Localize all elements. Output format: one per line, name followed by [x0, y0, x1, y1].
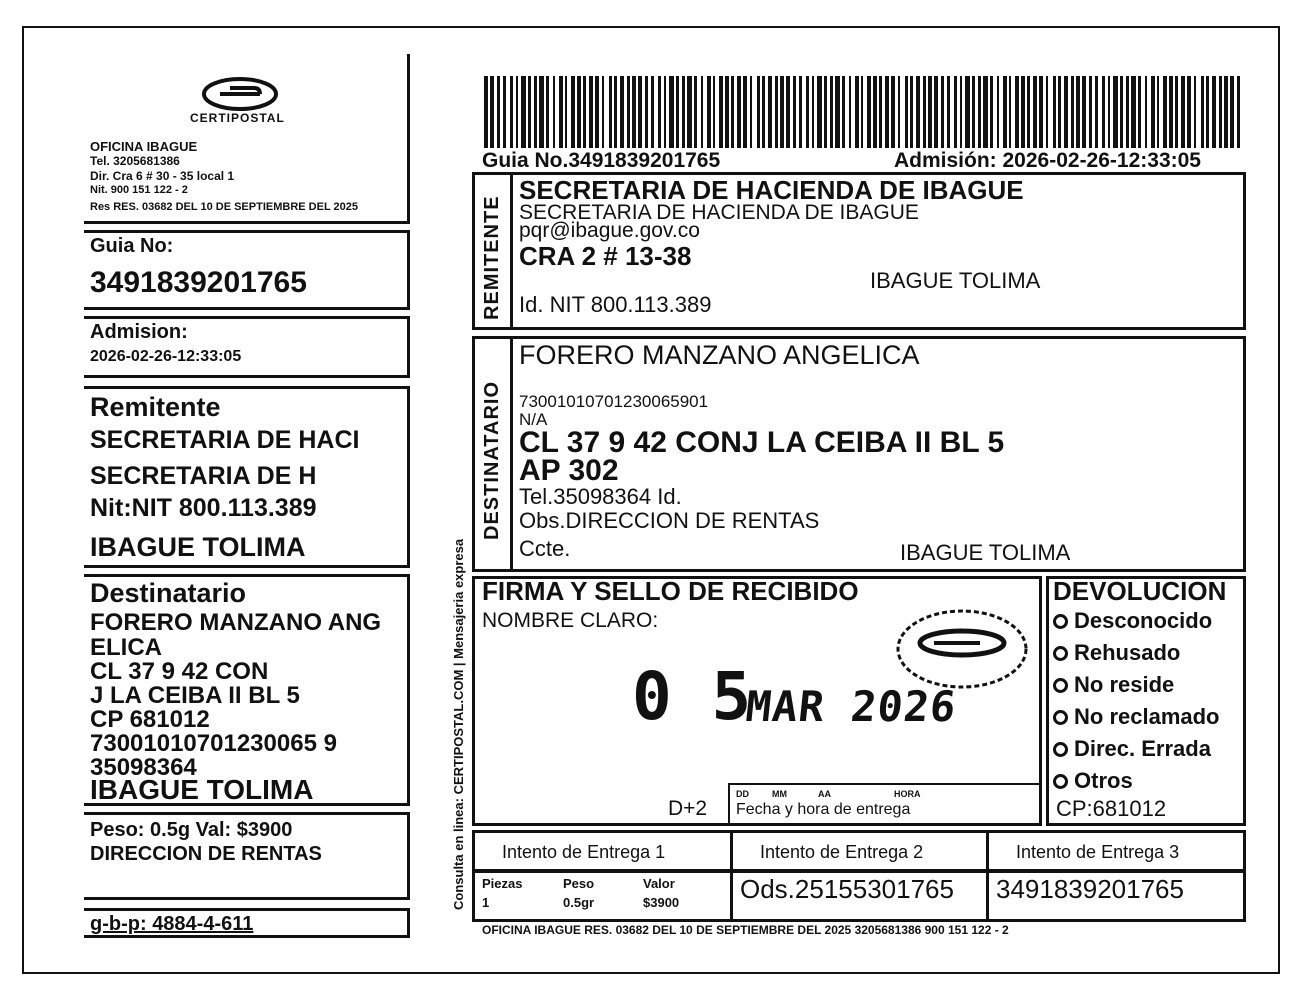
remitente-city: IBAGUE TOLIMA — [870, 268, 1041, 293]
barcode-bar — [725, 76, 729, 148]
barcode-bar — [830, 76, 833, 148]
barcode-bar — [972, 76, 975, 148]
company-nit: Nit. 900 151 122 - 2 — [90, 184, 188, 196]
company-logo-text: CERTIPOSTAL — [190, 111, 285, 125]
admision-label: Admision: — [90, 321, 188, 343]
remitente-label: REMITENTE — [481, 195, 503, 320]
barcode-bar — [1076, 76, 1080, 148]
barcode-bar — [503, 76, 506, 148]
destinatario-divider — [510, 336, 513, 572]
barcode-bar — [879, 76, 882, 148]
barcode-bar — [1021, 76, 1025, 148]
devolucion-option-otros[interactable]: Otros — [1053, 770, 1133, 792]
destinatario-city: IBAGUE TOLIMA — [900, 540, 1071, 565]
destinatario-summary-line: ELICA — [90, 634, 162, 661]
remitente-name: SECRETARIA DE HACIENDA DE IBAGUE — [519, 175, 1024, 205]
barcode-bar — [620, 76, 624, 148]
barcode-bar — [707, 76, 711, 148]
barcode-bar — [1237, 76, 1240, 148]
barcode-bar — [589, 76, 593, 148]
remitente-address: CRA 2 # 13-38 — [519, 241, 692, 271]
fecha-header-dd: DD — [736, 789, 749, 799]
barcode-bar — [497, 76, 500, 148]
barcode-bar — [978, 76, 981, 148]
barcode-bar — [490, 76, 494, 148]
remitente-id: Id. NIT 800.113.389 — [519, 292, 712, 317]
barcode-bar — [627, 76, 630, 148]
barcode-bar — [835, 76, 840, 148]
barcode-bar — [609, 76, 612, 148]
barcode-bar — [521, 76, 526, 148]
barcode-bar — [1169, 76, 1173, 148]
barcode-bar — [602, 76, 604, 148]
barcode-bar — [855, 76, 859, 148]
dplus-label: D+2 — [668, 797, 708, 820]
radio-circle-icon — [1053, 678, 1068, 693]
website-vertical-text: Consulta en linea: CERTIPOSTAL.COM | Mensajeria expresa — [451, 538, 466, 910]
barcode-bar — [571, 76, 575, 148]
barcode-bar — [812, 76, 814, 148]
barcode-bar — [1212, 76, 1216, 148]
barcode-bar — [1033, 76, 1037, 148]
barcode-bar — [1151, 76, 1155, 148]
destinatario-summary-line: CL 37 9 42 CON — [90, 658, 269, 685]
destinatario-address1: CL 37 9 42 CONJ LA CEIBA II BL 5 — [519, 426, 1005, 459]
destinatario-summary-line: FORERO MANZANO ANG — [90, 609, 382, 636]
stamp-month: MAR 2026 — [743, 682, 959, 731]
barcode-bar — [997, 76, 999, 148]
remitente-name2: SECRETARIA DE HACIENDA DE IBAGUE — [519, 201, 919, 224]
peso-value: 0.5gr — [563, 895, 595, 910]
barcode-bar — [1145, 76, 1147, 148]
devolucion-option-no-reclamado[interactable]: No reclamado — [1053, 706, 1220, 728]
barcode-bar — [658, 76, 661, 148]
radio-circle-icon — [1053, 646, 1068, 661]
radio-circle-icon — [1053, 614, 1068, 629]
radio-circle-icon — [1053, 710, 1068, 725]
barcode-bar — [1082, 76, 1086, 148]
barcode-bar — [1053, 76, 1056, 148]
intento-1: Intento de Entrega 1 — [502, 842, 666, 862]
remitente-summary-line: SECRETARIA DE HACI — [90, 426, 360, 454]
footer-guia: 3491839201765 — [996, 874, 1184, 904]
barcode-bar — [687, 76, 692, 148]
barcode — [484, 76, 1244, 148]
header-guia: Guia No.3491839201765 — [482, 149, 721, 172]
barcode-bar — [873, 76, 877, 148]
devolucion-option-no-reside[interactable]: No reside — [1053, 674, 1174, 696]
barcode-bar — [928, 76, 932, 148]
barcode-bar — [516, 76, 518, 148]
valor-value: $3900 — [643, 895, 680, 910]
peso-label: Peso — [563, 876, 595, 891]
destinatario-label: DESTINATARIO — [481, 380, 503, 540]
barcode-bar — [1230, 76, 1234, 148]
barcode-bar — [910, 76, 913, 148]
barcode-bar — [614, 76, 617, 148]
barcode-bar — [1003, 76, 1007, 148]
barcode-bar — [528, 76, 531, 148]
peso-line: Peso: 0.5g Val: $3900 — [90, 819, 293, 841]
barcode-bar — [824, 76, 827, 148]
guia-value: 3491839201765 — [90, 266, 307, 299]
barcode-bar — [1015, 76, 1019, 148]
barcode-bar — [885, 76, 889, 148]
radio-circle-icon — [1053, 742, 1068, 757]
destinatario-summary-title: Destinatario — [90, 578, 247, 608]
destinatario-summary-line: J LA CEIBA II BL 5 — [90, 682, 300, 709]
gbp-code: g-b-p: 4884-4-611 — [90, 913, 254, 935]
barcode-bar — [1095, 76, 1098, 148]
company-dir: Dir. Cra 6 # 30 - 35 local 1 — [90, 169, 235, 183]
intento-3: Intento de Entrega 3 — [1016, 842, 1180, 862]
barcode-bar — [645, 76, 648, 148]
intento-2: Intento de Entrega 2 — [760, 842, 924, 862]
barcode-bar — [750, 76, 752, 148]
barcode-bar — [954, 76, 957, 148]
admision-value: 2026-02-26-12:33:05 — [90, 348, 242, 365]
barcode-bar — [786, 76, 790, 148]
destinatario-obs: Obs.DIRECCION DE RENTAS — [519, 508, 820, 533]
barcode-bar — [780, 76, 784, 148]
barcode-bar — [1058, 76, 1061, 148]
fecha-label: Fecha y hora de entrega — [736, 801, 911, 818]
barcode-bar — [867, 76, 871, 148]
destinatario-code: 73001010701230065901 — [519, 392, 709, 411]
barcode-bar — [1126, 76, 1129, 148]
barcode-bar — [632, 76, 636, 148]
devolucion-option-direc-errada[interactable]: Direc. Errada — [1053, 738, 1211, 760]
barcode-bar — [1064, 76, 1068, 148]
company-res: Res RES. 03682 DEL 10 DE SEPTIEMBRE DEL 2025 — [90, 201, 358, 213]
barcode-bar — [990, 76, 993, 148]
barcode-bar — [947, 76, 950, 148]
barcode-bar — [1138, 76, 1141, 148]
barcode-bar — [799, 76, 802, 148]
barcode-bar — [983, 76, 988, 148]
barcode-bar — [1046, 76, 1048, 148]
barcode-bar — [898, 76, 900, 148]
barcode-bar — [638, 76, 642, 148]
barcode-bar — [1224, 76, 1228, 148]
barcode-bar — [510, 76, 513, 148]
barcode-bar — [731, 76, 734, 148]
destinatario-na: N/A — [519, 410, 548, 429]
barcode-bar — [719, 76, 723, 148]
destinatario-name: FORERO MANZANO ANGELICA — [519, 340, 920, 370]
stamp-date: 0 5 — [632, 658, 752, 735]
barcode-bar — [534, 76, 537, 148]
barcode-bar — [891, 76, 895, 148]
destinatario-ccte: Ccte. — [519, 536, 571, 561]
barcode-bar — [1009, 76, 1011, 148]
destinatario-summary-line: 35098364 — [90, 754, 197, 781]
barcode-bar — [842, 76, 845, 148]
remitente-summary-line: IBAGUE TOLIMA — [90, 532, 306, 562]
barcode-bar — [1163, 76, 1167, 148]
barcode-bar — [1027, 76, 1030, 148]
destinatario-summary-line: CP 681012 — [90, 706, 210, 733]
barcode-bar — [553, 76, 555, 148]
barcode-bar — [539, 76, 544, 148]
radio-circle-icon — [1053, 774, 1068, 789]
barcode-bar — [651, 76, 654, 148]
barcode-bar — [1113, 76, 1118, 148]
barcode-bar — [916, 76, 920, 148]
barcode-bar — [1131, 76, 1136, 148]
devolucion-option-rehusado[interactable]: Rehusado — [1053, 642, 1180, 664]
barcode-bar — [664, 76, 666, 148]
barcode-bar — [849, 76, 851, 148]
barcode-bar — [1181, 76, 1185, 148]
barcode-bar — [676, 76, 679, 148]
barcode-bar — [757, 76, 760, 148]
barcode-bar — [861, 76, 863, 148]
barcode-bar — [743, 76, 747, 148]
stamp-logo-icon — [892, 606, 1032, 692]
barcode-bar — [965, 76, 970, 148]
barcode-bar — [595, 76, 599, 148]
destinatario-address2: AP 302 — [519, 454, 619, 487]
barcode-bar — [1157, 76, 1159, 148]
barcode-bar — [1089, 76, 1092, 148]
barcode-bar — [669, 76, 674, 148]
barcode-bar — [817, 76, 822, 148]
company-office: OFICINA IBAGUE — [90, 139, 198, 154]
barcode-bar — [1201, 76, 1204, 148]
barcode-bar — [1206, 76, 1209, 148]
barcode-bar — [701, 76, 703, 148]
barcode-bar — [737, 76, 741, 148]
barcode-bar — [1175, 76, 1178, 148]
company-tel: Tel. 3205681386 — [90, 154, 180, 168]
barcode-bar — [713, 76, 715, 148]
barcode-bar — [1219, 76, 1222, 148]
company-logo-icon — [200, 74, 280, 114]
barcode-bar — [762, 76, 765, 148]
header-admision: Admisión: 2026-02-26-12:33:05 — [894, 149, 1201, 172]
barcode-bar — [1102, 76, 1105, 148]
remitente-summary-line: SECRETARIA DE H — [90, 462, 317, 490]
remitente-email: pqr@ibague.gov.co — [519, 219, 700, 242]
barcode-bar — [546, 76, 549, 148]
devolucion-option-desconocido[interactable]: Desconocido — [1053, 610, 1212, 632]
devolucion-cp: CP:681012 — [1056, 796, 1167, 821]
destinatario-tel: Tel.35098364 Id. — [519, 484, 682, 509]
fecha-header-hora: HORA — [894, 789, 921, 799]
ods-number: Ods.25155301765 — [740, 874, 954, 904]
obs-line: DIRECCION DE RENTAS — [90, 843, 322, 865]
barcode-bar — [565, 76, 567, 148]
firma-title: FIRMA Y SELLO DE RECIBIDO — [482, 576, 859, 606]
barcode-bar — [1187, 76, 1191, 148]
barcode-bar — [1108, 76, 1110, 148]
remitente-summary-title: Remitente — [90, 392, 221, 422]
guia-label: Guia No: — [90, 235, 174, 257]
firma-nombre: NOMBRE CLARO: — [482, 609, 659, 632]
devolucion-title: DEVOLUCION — [1053, 576, 1227, 606]
piezas-value: 1 — [482, 895, 490, 910]
remitente-summary-line: Nit:NIT 800.113.389 — [90, 494, 317, 522]
barcode-bar — [484, 76, 488, 148]
destinatario-summary-line: IBAGUE TOLIMA — [90, 774, 314, 805]
piezas-label: Piezas — [482, 876, 523, 891]
barcode-bar — [934, 76, 938, 148]
barcode-bar — [775, 76, 778, 148]
barcode-bar — [682, 76, 685, 148]
fecha-header-mm: MM — [772, 789, 787, 799]
barcode-bar — [1120, 76, 1123, 148]
barcode-bar — [559, 76, 563, 148]
barcode-bar — [694, 76, 697, 148]
valor-label: Valor — [643, 876, 675, 891]
barcode-bar — [768, 76, 772, 148]
barcode-bar — [923, 76, 926, 148]
barcode-bar — [583, 76, 586, 148]
barcode-bar — [1071, 76, 1074, 148]
barcode-bar — [577, 76, 581, 148]
barcode-bar — [1194, 76, 1196, 148]
barcode-bar — [941, 76, 944, 148]
footer-bottom-line: OFICINA IBAGUE RES. 03682 DEL 10 DE SEPTIEMBRE DEL 2025 3205681386 900 151 122 - 2 — [482, 923, 1009, 937]
barcode-bar — [1039, 76, 1043, 148]
fecha-header-aa: AA — [818, 789, 831, 799]
barcode-bar — [806, 76, 809, 148]
destinatario-summary-line: 73001010701230065 9 — [90, 730, 337, 757]
barcode-bar — [905, 76, 908, 148]
barcode-bar — [960, 76, 962, 148]
barcode-bar — [793, 76, 796, 148]
remitente-divider — [510, 172, 513, 330]
